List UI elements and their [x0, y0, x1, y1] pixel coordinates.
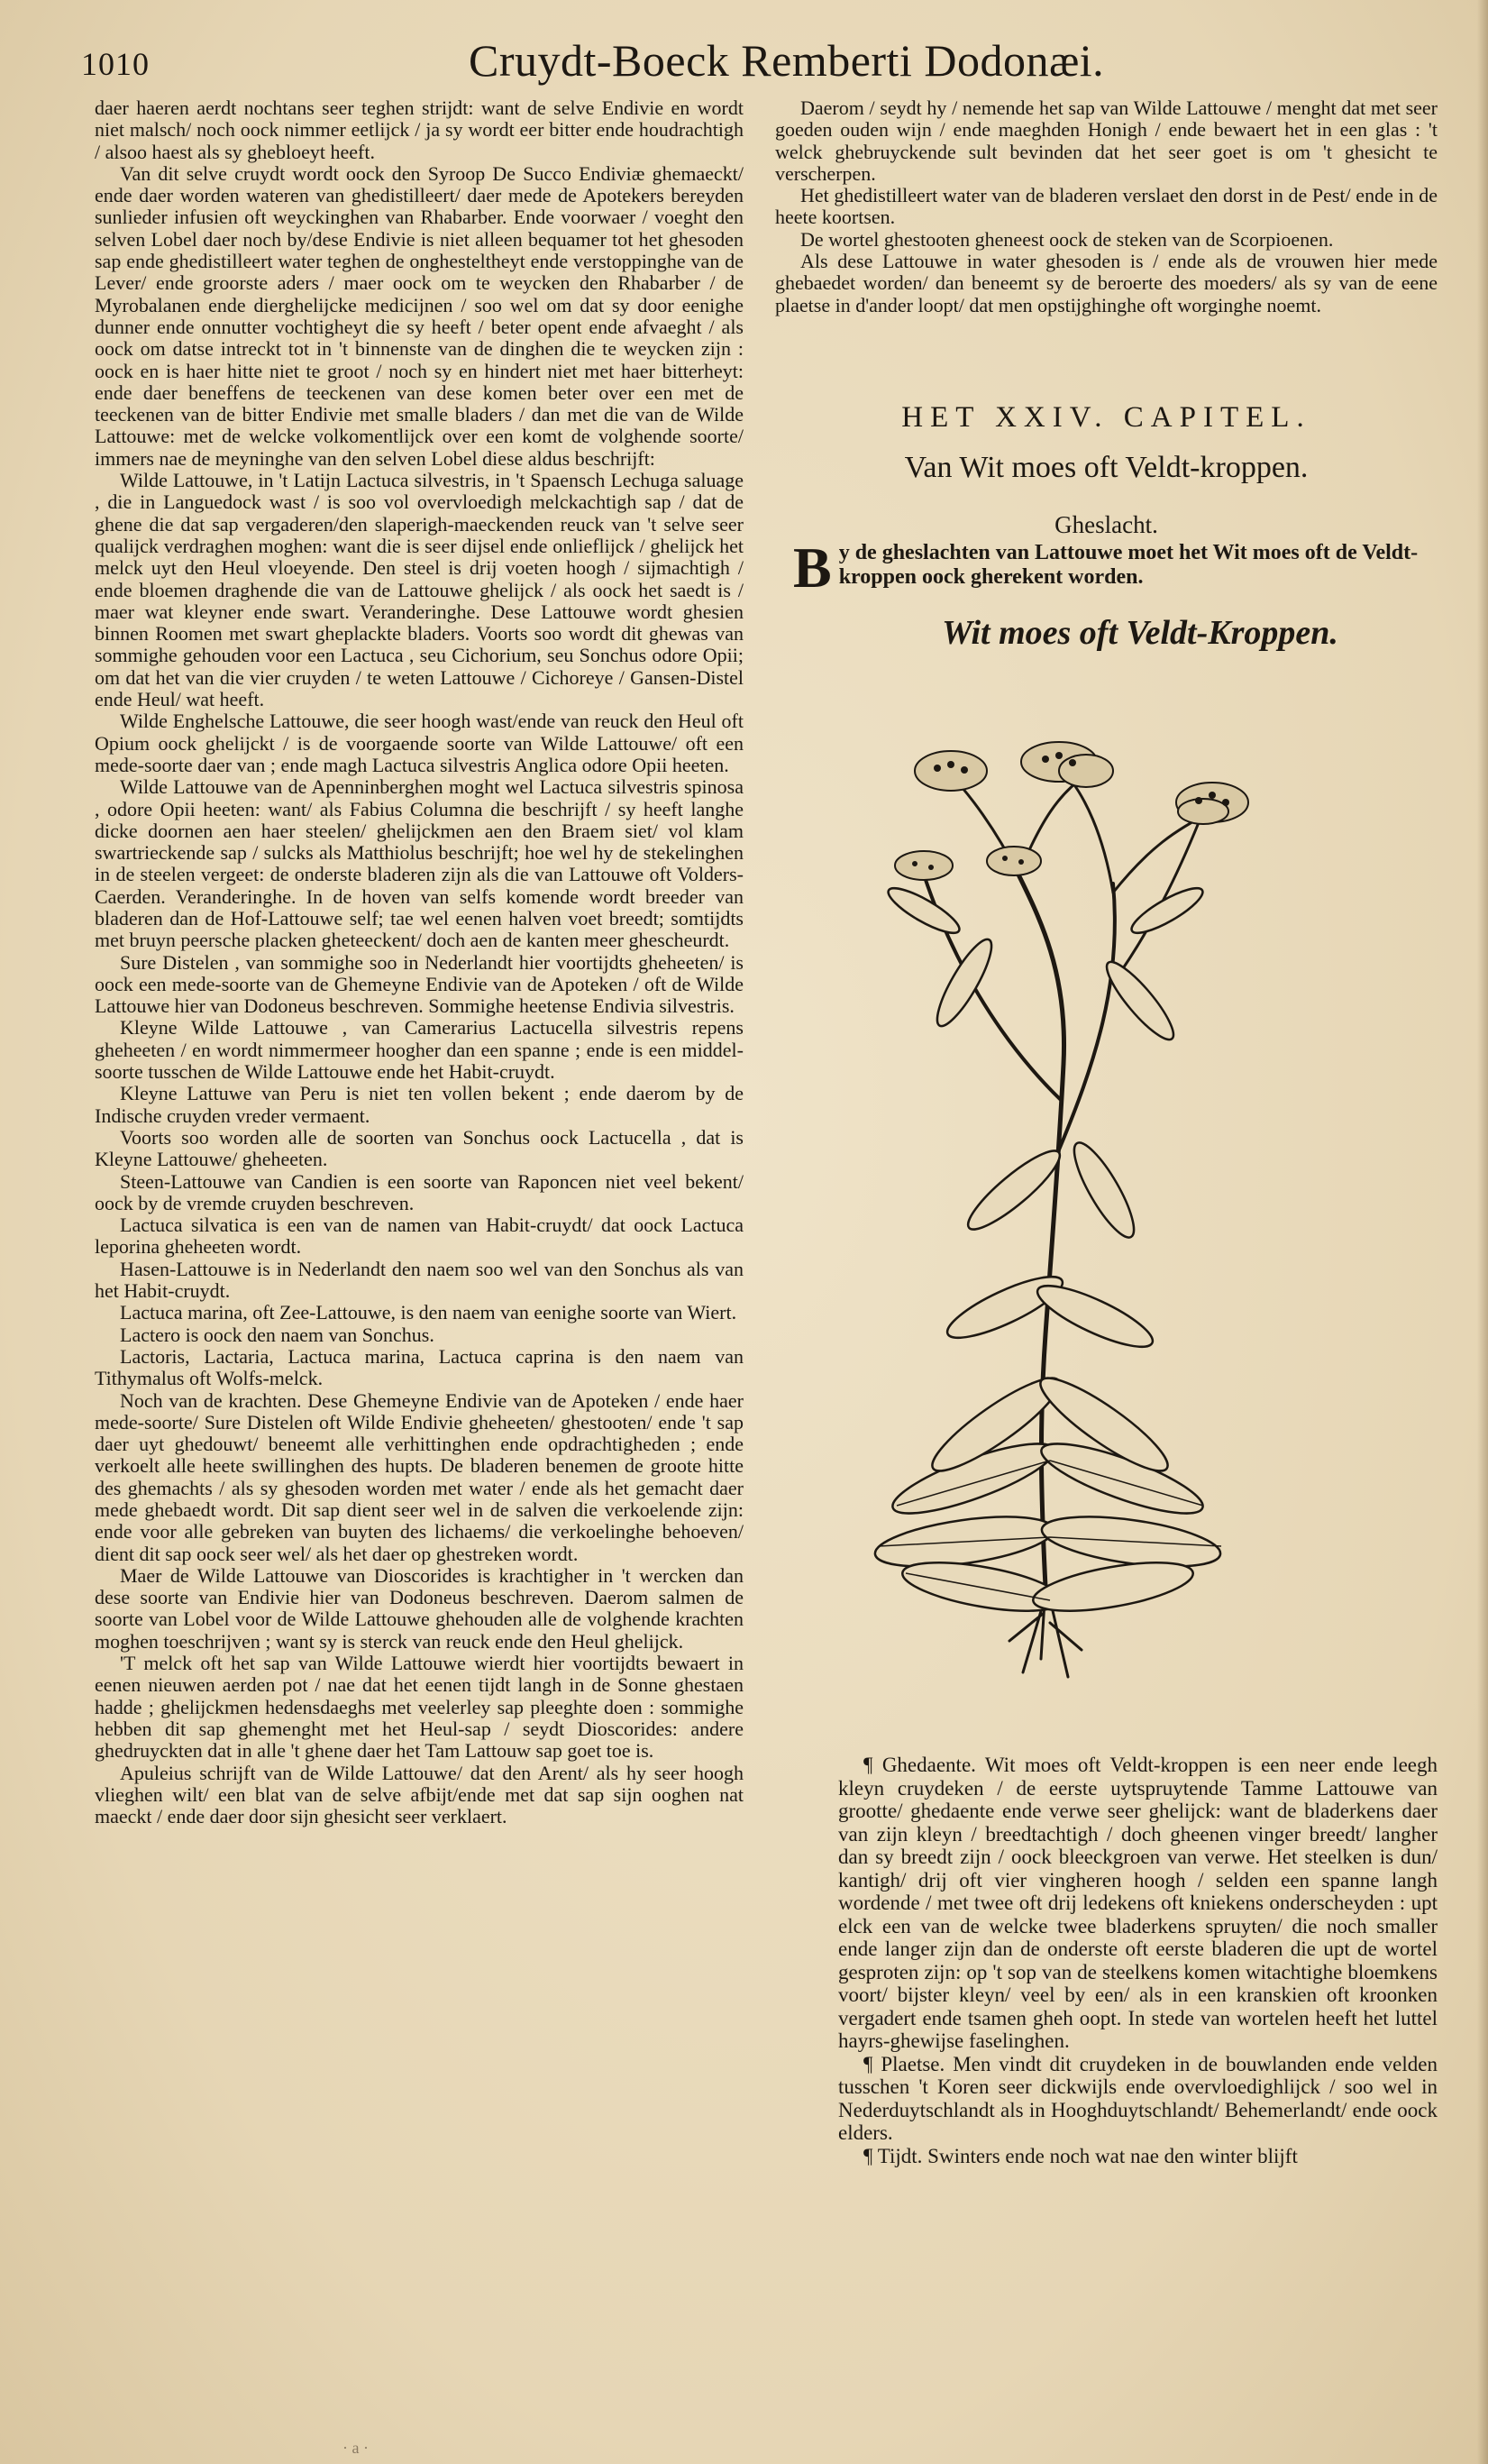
paragraph: ¶ Ghedaente. Wit moes oft Veldt-kroppen is een neer ende leegh kleyn cruydeken / de eerste uytspruytende Tamme Lattouwe van grootte/ ghedaente ende verwe seer ghelijck: want de bladerkens daer van zijn kleyn / breedtachtigh / doch gheenen vinger breedt/ langher dan sy breedt zijn / oock bleeckgroen van verwe. Het steelken is dun/ kantigh/ drij oft vier vingheren hoogh / selden een spanne langh wordende / met twee oft drij ledekens oft kniekens onderscheyden : upt elck een van de welcke twee bladerkens spruyten/ die noch smaller ende langer zijn dan de onderste oft eerste bladeren die upt de wortel gesproten zijn: op 't sop van de steelkens komen witachtighe bloemkens voort/ bijster kleyn/ veel by een/ als in een kranskien oft kroonken vergadert ende tsamen gheh oopt. In stede van wortelen heeft het luttel hayrs-ghewijse faselinghen. — [838, 1754, 1438, 2052]
paragraph: ¶ Tijdt. Swinters ende noch wat nae den winter blijft — [863, 2144, 1298, 2167]
plant-caption: Wit moes oft Veldt-Kroppen. — [942, 614, 1338, 652]
page-edge — [1477, 0, 1488, 2464]
paragraph: Lactuca marina, oft Zee-Lattouwe, is den naem van eenighe soorte van Wiert. — [120, 1301, 737, 1324]
paragraph: Lactuca silvatica is een van de namen van Habit-cruydt/ dat oock Lactuca leporina gheheeten wordt. — [95, 1214, 744, 1259]
running-head: Cruydt-Boeck Remberti Dodonæi. — [469, 35, 1105, 86]
paragraph: Lactero is oock den naem van Sonchus. — [120, 1323, 434, 1346]
paragraph: Steen-Lattouwe van Candien is een soorte van Raponcen niet veel bekent/ oock by de vremde cruyden beschreven. — [95, 1169, 744, 1214]
paragraph: Als dese Lattouwe in water ghesoden is / ende als de vrouwen hier mede ghebaedet worden/ dan beneemt sy de beroerte des moeders/ als sy van de eene plaetse in d'ander loopt/ dat men opstijghinghe oft worginghe noemt. — [775, 250, 1438, 316]
drop-cap: B — [793, 536, 832, 600]
paragraph: De wortel ghestooten gheneest oock de steken van de Scorpioenen. — [800, 227, 1334, 251]
paragraph: Hasen-Lattouwe is in Nederlandt den naem soo wel van den Sonchus als van het Habit-cruydt. — [95, 1257, 744, 1303]
paragraph: Voorts soo worden alle de soorten van Sonchus oock Lactucella , dat is Kleyne Lattouwe/ gheheeten. — [95, 1125, 744, 1171]
paragraph: Apuleius schrijft van de Wilde Lattouwe/ dat den Arent/ als hy seer hoogh vlieghen wilt/ een blat van de selve afbijt/ende met dat sap sijn ooghen nat maeckt / ende daer door sijn ghesicht seer verklaert. — [95, 1761, 744, 1828]
paragraph: Maer de Wilde Lattouwe van Dioscorides is krachtigher in 't wercken dan dese soorte van Endivie hier van Dodoneus beschreven. Daerom salmen de soorte van Lobel voor de Wilde Lattouwe ghehouden alle de volghende krachten moghen toeschrijven ; want sy is sterck van reuck ende den Heul ghelijck. — [95, 1563, 744, 1653]
right-column-bottom — [838, 1754, 1438, 2439]
intro-text: y de gheslachten van Lattouwe moet het Wit moes oft de Veldt-kroppen oock gherekent worden. — [838, 541, 1419, 589]
paragraph: daer haeren aerdt nochtans seer teghen strijdt: want de selve Endivie en wordt niet malsch/ noch oock nimmer eetlijck / ja sy wordt eer bitter ende houdrachtigh / alsoo haest als sy ghebloeyt heeft. — [95, 97, 744, 163]
paragraph: Wilde Enghelsche Lattouwe, die seer hoogh wast/ende van reuck den Heul oft Opium oock ghelijckt / is de voorgaende soorte van Wilde Lattouwe/ oft een mede-soorte daer van ; ende magh Lactuca silvestris Anglica odore Opii heeten. — [95, 710, 744, 776]
page-header — [81, 29, 1451, 92]
right-column-top — [775, 97, 1438, 377]
paragraph: 'T melck oft het sap van Wilde Lattouwe wierdt hier voortijdts bewaert in eenen nieuwen aerden pot / nae dat het eenen tijdt langh in de Sonne ghestaen hadde ; ghelijckmen hedensdaeghs met veelerley sap pleeghte doen : sommighe hebben dit sap ghemenght met het Heul-sap / seydt Dioscorides: andere ghedruyckten dat in alle 't ghene daer het Tam Lattouw sap goet toe is. — [95, 1652, 744, 1763]
paragraph: Wilde Lattouwe van de Apenninberghen moght wel Lactuca silvestris spinosa , odore Opii heeten: want/ als Fabius Columna die beschrijft / sy heeft langhe dicke doornen aen haer steelen/ ghelijckmen aen den Braem siet/ vol klam swartrieckende sap / sulcks als Matthiolus beschrijft; hoe wel hy de stekelinghen in de steelen vergeet: de onderste bladeren zijn als die van Lattouwe oft Volders-Caerden. Veranderinghe. In de hoven van selfs komende wordt breeder van bladeren dan de Hof-Lattouwe self; tae wel eenen halven voet breedt; somtijdts met bruyn peersche placken gheteeckent/ doch aen de kanten meer ghescheurdt. — [95, 775, 744, 952]
paragraph: Lactoris, Lactaria, Lactuca marina, Lactuca caprina is den naem van Tithymalus oft Wolfs-melck. — [95, 1344, 744, 1390]
chapter-title: Van Wit moes oft Veldt-kroppen. — [904, 451, 1309, 484]
paragraph: Noch van de krachten. Dese Ghemeyne Endivie van de Apoteken / ende haer mede-soorte/ Sure Distelen oft Wilde Endivie gheheeten/ ghestooten/ ende 't sap daer uyt ghedouwt/ beneemt alle verhittinghen ende opdrachtigheden ; ende verkoelt alle heete swillinghen des hupts. De bladeren benemen de groote hitte des ghemachts / als sy ghesoden worden met water / ende als het gemacht daer mede ghebaedt wordt. Dit sap dient seer wel in de salven die verkoelende zijn: ende voor alle gebreken van buyten des lichaems/ die verkoelinghe behoeven/ dient dit sap oock seer wel/ als het daer op ghestreken wordt. — [95, 1388, 744, 1565]
chapter-intro — [793, 536, 1442, 600]
plant-woodcut-illustration — [816, 685, 1284, 1713]
paragraph: Daerom / seydt hy / nemende het sap van Wilde Lattouwe / menght dat met seer goeden ouden wijn / ende maeghden Honigh / ende bewaert het in een glas : 't welck ghebruyckende sult bevinden dat het seer goet is om 't ghesicht te verscherpen. — [775, 97, 1438, 185]
paragraph: Sure Distelen , van sommighe soo in Nederlandt hier voortijdts gheheeten/ is oock een mede-soorte van de Ghemeyne Endivie van de Apoteken / oft de Wilde Lattouwe hier van Dodoneus beschreven. Sommighe heetense Endivia silvestris. — [95, 950, 744, 1018]
paragraph: Van dit selve cruydt wordt oock den Syroop De Succo Endiviæ ghemaeckt/ ende daer worden wateren van ghedistilleert/ daer mede de Apotekers bereyden sunlieder infusien oft weyckinghen van Rhabarber. Ende voorwaer / voeght den selven Lobel daer noch by/dese Endivie is niet alleen bequamer tot het ghesoden sap ende ghedistilleert water teghen de onghesteltheyt ende verstoppinghe van de Lever/ ende groorste aders / maer oock om te weycken den Rhabarber / de Myrobalanen ende dierghelijcke medicijnen / soo wel om dat sy door eenighe dunner ende onnutter vochtigheyt die sy heeft / beter opent ende afvaeght / als oock om datse intreckt tot in 't binnenste van de dinghen die te weycken zijn : oock en is haer hitte niet te groot / noch sy en hindert niet met haer bitterheyt: ende daer beneffens de teeckenen van dese komen beter over een met de teeckenen van de bitter Endivie met smalle bladers / dan met die van de Wilde Lattouwe: met de welcke volkomentlijck over een komt de volghende soorte/ immers nae de meyninghe van den selven Lobel diese aldus beschrijft: — [95, 161, 744, 470]
paragraph: Het ghedistilleert water van de bladeren verslaet den dorst in de Pest/ ende in de heete koortsen. — [775, 184, 1438, 229]
folio-number: 1010 — [81, 46, 150, 82]
paragraph: Kleyne Wilde Lattouwe , van Camerarius Lactucella silvestris repens gheheeten / en wordt nimmermeer hoogher dan een spanne ; ende is een middel-soorte tusschen de Wilde Lattouwe ende het Habit-cruydt. — [95, 1016, 744, 1084]
section-subhead: Gheslacht. — [1054, 511, 1158, 538]
signature-mark: · a · — [342, 2439, 369, 2457]
chapter-number: HET XXIV. CAPITEL. — [901, 401, 1311, 434]
paragraph: Kleyne Lattuwe van Peru is niet ten vollen bekent ; ende daerom by de Indische cruyden vreder vermaent. — [95, 1082, 744, 1127]
left-column — [95, 97, 744, 2432]
paragraph: Wilde Lattouwe, in 't Latijn Lactuca silvestris, in 't Spaensch Lechuga saluage , die in Languedock wast / is soo vol overvloedigh melckachtigh sap / dat de ghene die dat sap vergaderen/den slaperigh-maeckenden reuck van 't selve seer qualijck verdraghen moghen: want die is seer dijsel ende onlieflijck / ghelijck het melck uyt den Heul vloeyende. Den steel is drij voeten hoogh / sijmachtigh / ende bloemen draghende die van de Lattouwe ghelijck / als oock het saedt is / maer wat kleyner ende swart. Veranderinghe. Dese Lattouwe wordt ghesien binnen Roomen met swart gheplackte bladers. Voorts soo wordt dit ghewas van sommighe gehouden voor een Lactuca , seu Cichorium, seu Sonchus odore Opii; om dat het van die vier cruyden / te weten Lattouwe / Cichoreye / Gansen-Distel ende Heul/ wat heeft. — [95, 469, 744, 711]
paragraph: ¶ Plaetse. Men vindt dit cruydeken in de bouwlanden ende velden tusschen 't Koren seer dickwijls ende overvloedighlijck / soo wel in Nederduytschlandt als in Hooghduytschlandt/ Behemerlandt/ ende oock elders. — [838, 2052, 1438, 2144]
